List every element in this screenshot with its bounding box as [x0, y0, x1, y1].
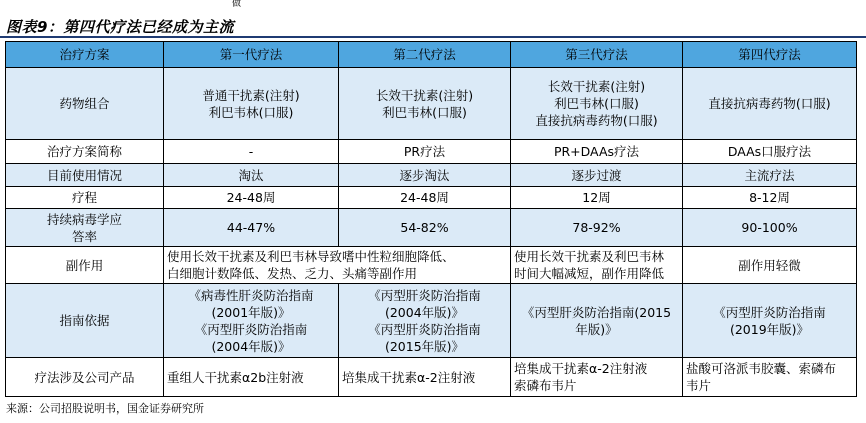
header-cell: 第二代疗法 [339, 42, 511, 68]
table-cell: - [164, 140, 339, 164]
cell-line: 《丙型肝炎防治指南 [368, 321, 481, 337]
cell-line: 索磷布韦片 [514, 378, 577, 393]
table-cell: 逐步淘汰 [339, 164, 511, 187]
table-row-company-products [6, 358, 857, 397]
cell-line: 《丙型肝炎防治指南 [713, 304, 826, 320]
table-cell [683, 358, 857, 397]
header-cell: 治疗方案 [6, 42, 164, 68]
top-clipped-text: 做 [232, 0, 242, 9]
table-row-short-name [6, 140, 857, 164]
header-cell: 第四代疗法 [683, 42, 857, 68]
source-note: 来源：公司招股说明书，国金证券研究所 [6, 402, 204, 415]
cell-line: 利巴韦林(口服) [382, 104, 467, 120]
table-cell: 8-12周 [683, 187, 857, 209]
cell-line: 使用长效干扰素及利巴韦林 [514, 249, 665, 264]
header-cell: 第一代疗法 [164, 42, 339, 68]
cell-line: 直接抗病毒药物(口服) [535, 113, 658, 128]
therapy-comparison-table [5, 41, 857, 397]
cell-line: 长效干扰素(注射) [547, 79, 646, 94]
table-cell [339, 284, 511, 358]
table-cell [511, 68, 683, 140]
table-row-drug-combo [6, 68, 857, 140]
table-cell: PR+DAAs疗法 [511, 140, 683, 164]
cell-line: 使用长效干扰素及利巴韦林导致嗜中性粒细胞降低、 [167, 249, 455, 264]
table-cell [339, 68, 511, 140]
table-cell [164, 68, 339, 140]
table-row-side-effects [6, 247, 857, 284]
row-label: 治疗方案简称 [6, 140, 164, 164]
title-rule [0, 36, 866, 38]
table-row-current-use [6, 164, 857, 187]
table-cell: 培集成干扰素α-2注射液 [339, 358, 511, 397]
cell-line: 《丙型肝炎防治指南 [368, 287, 481, 303]
table-cell-merged [164, 247, 511, 284]
table-cell: 24-48周 [339, 187, 511, 209]
cell-line: (2019年版)》 [729, 321, 810, 337]
table-cell [683, 284, 857, 358]
cell-line: 利巴韦林(口服) [554, 96, 639, 111]
table-header-row [6, 42, 857, 68]
row-label: 副作用 [6, 247, 164, 284]
table-cell: 直接抗病毒药物(口服) [683, 68, 857, 140]
table-cell: 12周 [511, 187, 683, 209]
table-cell: 副作用轻微 [683, 247, 857, 284]
table-row-guideline [6, 284, 857, 358]
cell-line: (2004年版)》 [384, 304, 465, 320]
cell-line: 盐酸可洛派韦胶囊、索磷布 [686, 361, 837, 376]
row-label: 疗程 [6, 187, 164, 209]
table-cell: 54-82% [339, 209, 511, 247]
cell-line: 答率 [71, 228, 97, 244]
cell-line: 持续病毒学应 [46, 211, 122, 227]
cell-line: 时间大幅减短，副作用降低 [514, 266, 665, 281]
cell-line: (2004年版)》 [211, 338, 291, 354]
row-label: 疗法涉及公司产品 [6, 358, 164, 397]
table-cell: PR疗法 [339, 140, 511, 164]
table-cell: 重组人干扰素α2b注射液 [164, 358, 339, 397]
cell-line: 《病毒性肝炎防治指南 [188, 287, 314, 303]
table-cell: 主流疗法 [683, 164, 857, 187]
cell-line: 《丙型肝炎防治指南 [194, 321, 308, 337]
table-cell: 44-47% [164, 209, 339, 247]
table-cell: 淘汰 [164, 164, 339, 187]
cell-line: 培集成干扰素α-2注射液 [514, 361, 648, 376]
cell-line: 长效干扰素(注射) [375, 87, 474, 103]
table-cell: 24-48周 [164, 187, 339, 209]
header-cell: 第三代疗法 [511, 42, 683, 68]
cell-line: 《丙型肝炎防治指南(2015 [521, 304, 672, 320]
table-cell: 逐步过渡 [511, 164, 683, 187]
cell-line: 普通干扰素(注射) [202, 87, 300, 103]
figure-title: 图表9：第四代疗法已经成为主流 [6, 18, 234, 36]
row-label: 药物组合 [6, 68, 164, 140]
cell-line: 白细胞计数降低、发热、乏力、头痛等副作用 [167, 266, 418, 281]
table-cell: DAAs口服疗法 [683, 140, 857, 164]
table-cell: 78-92% [511, 209, 683, 247]
cell-line: (2015年版)》 [384, 338, 465, 354]
cell-line: 利巴韦林(口服) [208, 104, 294, 120]
table-cell [511, 284, 683, 358]
row-label [6, 209, 164, 247]
cell-line: 年版)》 [575, 321, 618, 337]
table-cell [511, 358, 683, 397]
cell-line: (2001年版)》 [211, 304, 291, 320]
row-label: 指南依据 [6, 284, 164, 358]
table-cell [164, 284, 339, 358]
table-cell: 90-100% [683, 209, 857, 247]
table-row-course [6, 187, 857, 209]
cell-line: 韦片 [686, 378, 712, 393]
row-label: 目前使用情况 [6, 164, 164, 187]
table-cell [511, 247, 683, 284]
table-row-svr [6, 209, 857, 247]
